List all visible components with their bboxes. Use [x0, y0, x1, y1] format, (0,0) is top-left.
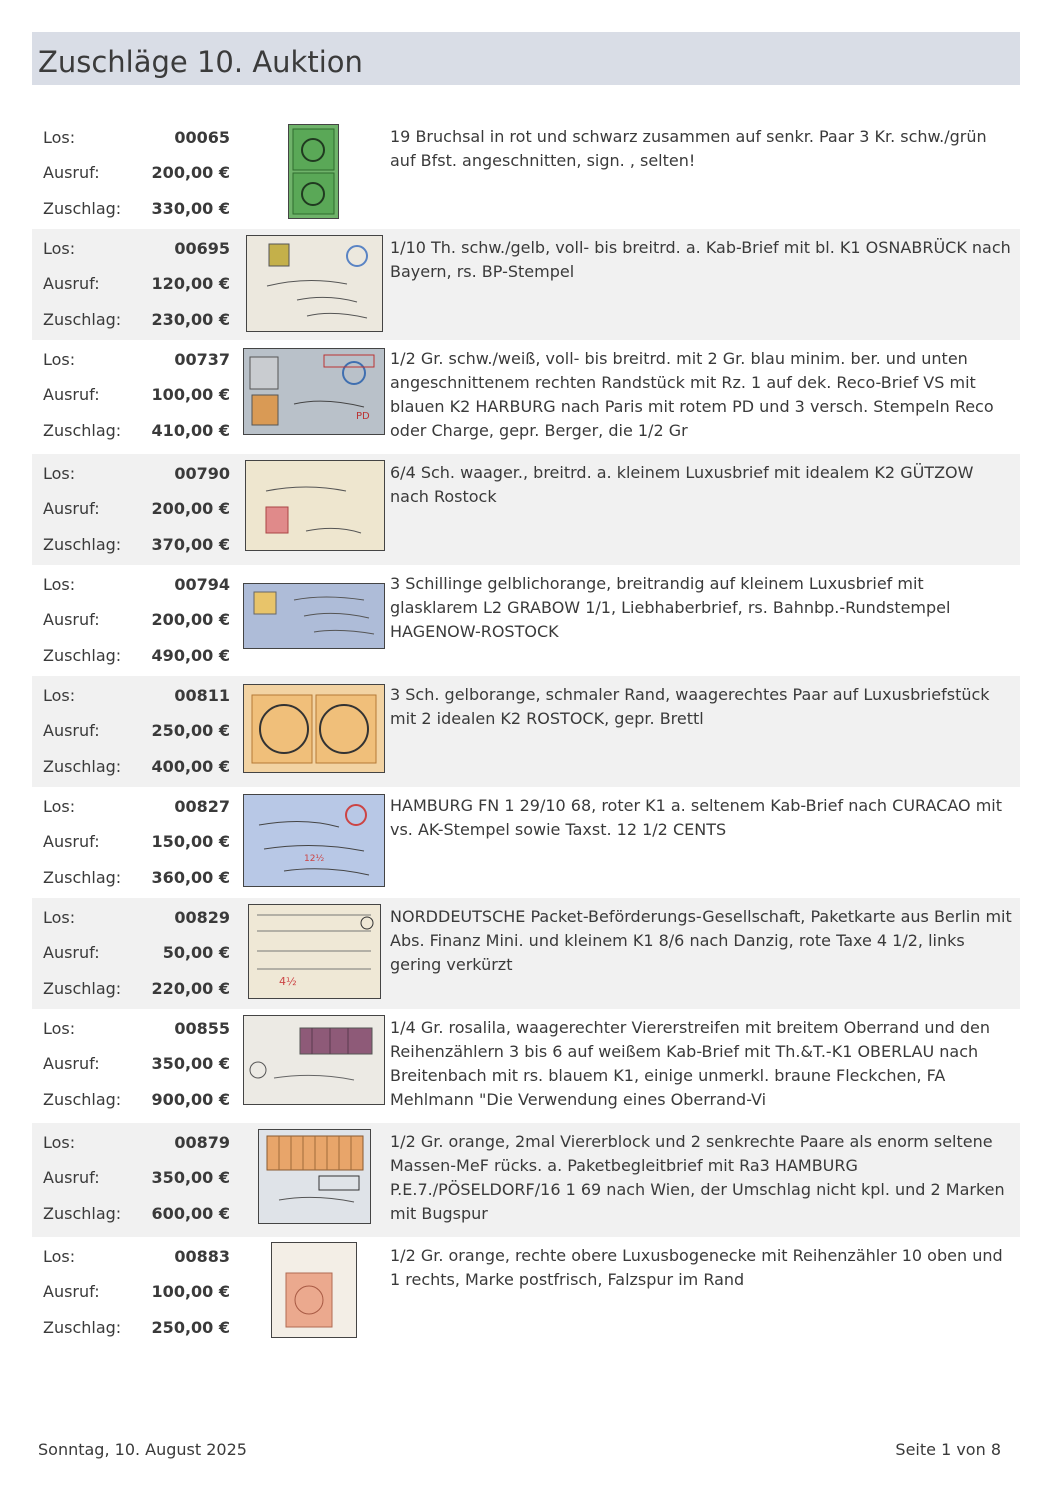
zuschlag-price: 220,00 € [151, 979, 230, 998]
zuschlag-price: 250,00 € [151, 1318, 230, 1337]
lot-description: 19 Bruchsal in rot und schwarz zusammen auf senkr. Paar 3 Kr. schw./grün auf Bfst. angeschnitten, sign. , selten! [390, 127, 987, 170]
lot-description: NORDDEUTSCHE Packet-Beförderungs-Gesellschaft, Paketkarte aus Berlin mit Abs. Finanz Mini. und kleinem K1 8/6 nach Danzig, rote Taxe 4 1/2, links gering verkürzt [390, 907, 1012, 974]
zuschlag-price: 370,00 € [151, 535, 230, 554]
ausruf-label: Ausruf: [43, 832, 100, 851]
lot-image-stamp-pair-orange[interactable] [243, 684, 385, 773]
zuschlag-price: 410,00 € [151, 421, 230, 440]
los-number: 00065 [174, 128, 230, 147]
lot-row [32, 118, 1020, 229]
lot-description: 1/2 Gr. schw./weiß, voll- bis breitrd. mit 2 Gr. blau minim. ber. und unten angeschnittenem rechten Randstück mit Rz. 1 auf dek. Reco-Brief VS mit blauen K2 HARBURG nach Paris mit rotem PD und 3 versch. Stempeln Reco oder Charge, gepr. Berger, die 1/2 Gr [390, 349, 994, 440]
los-label: Los: [43, 128, 76, 147]
lot-description: 3 Sch. gelborange, schmaler Rand, waagerechtes Paar auf Luxusbriefstück mit 2 idealen K2 ROSTOCK, gepr. Brettl [390, 685, 990, 728]
ausruf-price: 120,00 € [151, 274, 230, 293]
ausruf-price: 100,00 € [151, 1282, 230, 1301]
zuschlag-label: Zuschlag: [43, 199, 122, 218]
zuschlag-label: Zuschlag: [43, 421, 122, 440]
zuschlag-price: 900,00 € [151, 1090, 230, 1109]
lot-row [32, 676, 1020, 787]
lot-description: 1/2 Gr. orange, rechte obere Luxusbogenecke mit Reihenzähler 10 oben und 1 rechts, Marke postfrisch, Falzspur im Rand [390, 1246, 1003, 1289]
los-number: 00879 [174, 1133, 230, 1152]
page-header [32, 32, 1020, 85]
los-number: 00855 [174, 1019, 230, 1038]
svg-text:12½: 12½ [304, 854, 325, 864]
zuschlag-label: Zuschlag: [43, 535, 122, 554]
ausruf-label: Ausruf: [43, 943, 100, 962]
los-label: Los: [43, 239, 76, 258]
ausruf-price: 200,00 € [151, 499, 230, 518]
los-label: Los: [43, 350, 76, 369]
lot-row [32, 787, 1020, 898]
lot-image-parcel-card[interactable] [248, 904, 381, 999]
lot-image-sheet-corner[interactable] [271, 1242, 357, 1338]
los-label: Los: [43, 1133, 76, 1152]
lot-description: 1/4 Gr. rosalila, waagerechter Viererstreifen mit breitem Oberrand und den Reihenzählern 3 bis 6 auf weißem Kab-Brief mit Th.&T.-K1 OBERLAU nach Breitenbach mit rs. blauem K1, einige unmerkl. braune Fleckchen, FA Mehlmann "Die Verwendung eines Oberrand-Vi [390, 1018, 990, 1109]
zuschlag-label: Zuschlag: [43, 1090, 122, 1109]
los-label: Los: [43, 908, 76, 927]
svg-text:4½: 4½ [279, 975, 297, 988]
ausruf-label: Ausruf: [43, 1168, 100, 1187]
ausruf-price: 50,00 € [162, 943, 230, 962]
los-label: Los: [43, 1247, 76, 1266]
los-label: Los: [43, 686, 76, 705]
lot-row [32, 565, 1020, 676]
los-number: 00883 [174, 1247, 230, 1266]
los-number: 00829 [174, 908, 230, 927]
zuschlag-label: Zuschlag: [43, 646, 122, 665]
los-label: Los: [43, 464, 76, 483]
page-title: Zuschläge 10. Auktion [38, 45, 363, 79]
svg-text:PD: PD [356, 411, 370, 422]
zuschlag-label: Zuschlag: [43, 1204, 122, 1223]
lot-description: 3 Schillinge gelblichorange, breitrandig auf kleinem Luxusbrief mit glasklarem L2 GRABOW 1/1, Liebhaberbrief, rs. Bahnbp.-Rundstempel HAGENOW-ROSTOCK [390, 574, 951, 641]
lot-description: 6/4 Sch. waager., breitrd. a. kleinem Luxusbrief mit idealem K2 GÜTZOW nach Rostock [390, 463, 974, 506]
lot-row [32, 898, 1020, 1009]
ausruf-label: Ausruf: [43, 499, 100, 518]
ausruf-label: Ausruf: [43, 721, 100, 740]
lot-image-stamp-pair-green[interactable] [288, 124, 339, 219]
zuschlag-price: 360,00 € [151, 868, 230, 887]
ausruf-label: Ausruf: [43, 610, 100, 629]
ausruf-price: 200,00 € [151, 610, 230, 629]
ausruf-price: 250,00 € [151, 721, 230, 740]
lot-row [32, 454, 1020, 565]
ausruf-price: 350,00 € [151, 1054, 230, 1073]
los-number: 00827 [174, 797, 230, 816]
ausruf-label: Ausruf: [43, 385, 100, 404]
zuschlag-price: 230,00 € [151, 310, 230, 329]
lot-row [32, 1009, 1020, 1123]
los-number: 00695 [174, 239, 230, 258]
lot-description: HAMBURG FN 1 29/10 68, roter K1 a. seltenem Kab-Brief nach CURACAO mit vs. AK-Stempel sowie Taxst. 12 1/2 CENTS [390, 796, 1002, 839]
zuschlag-price: 600,00 € [151, 1204, 230, 1223]
footer-page-number: Seite 1 von 8 [895, 1440, 1001, 1459]
lot-description: 1/2 Gr. orange, 2mal Viererblock und 2 senkrechte Paare als enorm seltene Massen-MeF rücks. a. Paketbegleitbrief mit Ra3 HAMBURG P.E.7./PÖSELDORF/16 1 69 nach Wien, der Umschlag nicht kpl. und 2 Marken mit Bugspur [390, 1132, 1005, 1223]
ausruf-price: 100,00 € [151, 385, 230, 404]
lot-image-cover-letter[interactable] [243, 1015, 385, 1105]
lot-row [32, 1123, 1020, 1237]
lot-image-cover-letter[interactable] [243, 794, 385, 887]
zuschlag-label: Zuschlag: [43, 310, 122, 329]
ausruf-label: Ausruf: [43, 1054, 100, 1073]
lot-list [32, 118, 1020, 1348]
los-label: Los: [43, 1019, 76, 1038]
los-label: Los: [43, 575, 76, 594]
lot-image-cover-letter[interactable] [243, 583, 385, 649]
footer-date: Sonntag, 10. August 2025 [38, 1440, 247, 1459]
zuschlag-price: 400,00 € [151, 757, 230, 776]
los-number: 00790 [174, 464, 230, 483]
lot-image-cover-letter[interactable] [246, 235, 383, 332]
lot-row [32, 1237, 1020, 1348]
ausruf-price: 150,00 € [151, 832, 230, 851]
ausruf-price: 200,00 € [151, 163, 230, 182]
los-number: 00811 [174, 686, 230, 705]
lot-image-cover-letter[interactable] [245, 460, 385, 551]
lot-image-cover-letter[interactable] [258, 1129, 371, 1224]
los-number: 00794 [174, 575, 230, 594]
ausruf-label: Ausruf: [43, 163, 100, 182]
zuschlag-label: Zuschlag: [43, 868, 122, 887]
ausruf-price: 350,00 € [151, 1168, 230, 1187]
zuschlag-label: Zuschlag: [43, 757, 122, 776]
los-number: 00737 [174, 350, 230, 369]
zuschlag-price: 330,00 € [151, 199, 230, 218]
lot-description: 1/10 Th. schw./gelb, voll- bis breitrd. a. Kab-Brief mit bl. K1 OSNABRÜCK nach Bayern, rs. BP-Stempel [390, 238, 1011, 281]
lot-row [32, 229, 1020, 340]
lot-row [32, 340, 1020, 454]
zuschlag-price: 490,00 € [151, 646, 230, 665]
ausruf-label: Ausruf: [43, 1282, 100, 1301]
zuschlag-label: Zuschlag: [43, 979, 122, 998]
lot-image-cover-letter[interactable] [243, 348, 385, 435]
ausruf-label: Ausruf: [43, 274, 100, 293]
los-label: Los: [43, 797, 76, 816]
zuschlag-label: Zuschlag: [43, 1318, 122, 1337]
